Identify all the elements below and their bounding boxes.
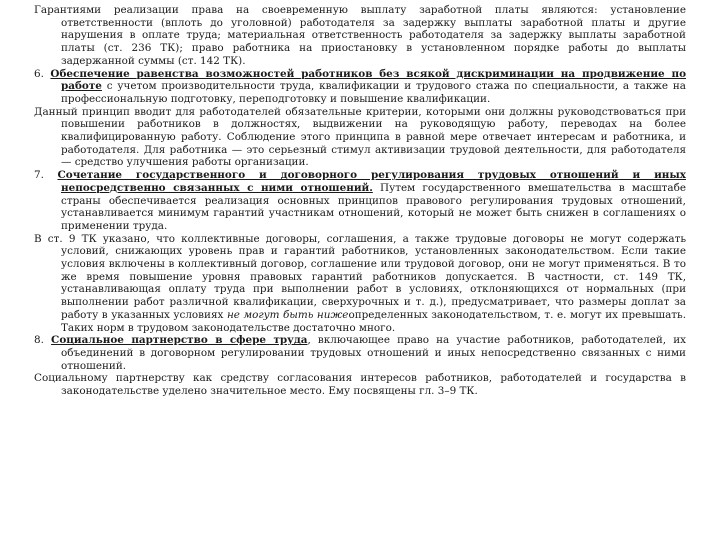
paragraph-article-9 bbox=[34, 233, 686, 335]
paragraph-text: Социальному партнерству как средству согласования интересов работников, работодателей и государства в законодательстве уделено значительное место. Ему посвящены гл. 3–9 ТК. bbox=[34, 372, 686, 398]
item-number: 7. bbox=[34, 169, 58, 182]
paragraph-text: Данный принцип вводит для работодателей обязательные критерии, которыми они должны руководствоваться при повышении работников в должностях, выдвижении на руководящую работу, переводах на более квалифицированную работу. Соблюдение этого принципа в равной мере отвечает интересам и работника, и работодателя. Для работника — это серьезный стимул активизации трудовой деятельности, для работодателя — средство улучшения работы организации. bbox=[34, 105, 686, 169]
paragraph-principle-6 bbox=[34, 68, 686, 106]
paragraph-text: с учетом производительности труда, квалификации и трудового стажа по специальности, а также на профессиональную подготовку, переподготовку и повышение квалификации. bbox=[61, 80, 686, 105]
item-number: 8. bbox=[34, 334, 52, 347]
principle-heading: Обеспечение равенства возможностей работников без всякой дискриминации на продвижение по работе bbox=[50, 67, 686, 93]
paragraph-social-partnership bbox=[34, 372, 686, 397]
item-number: 6. bbox=[34, 67, 51, 80]
paragraph-text: , включающее право на участие работников, работодателей, их объединений в договорном регулировании трудовых отношений и иных непосредственно связанных с ними отношений. bbox=[61, 334, 687, 372]
principle-heading: Социальное партнерство в сфере труда bbox=[51, 334, 308, 347]
paragraph-principle-8 bbox=[34, 334, 686, 372]
paragraph-text: В ст. 9 ТК указано, что коллективные договоры, соглашения, а также трудовые договоры не могут содержать условий, снижающих уровень прав и гарантий работников, установленных законодательством. Если такие условия включены в коллективный договор, соглашение или трудовой договор, они не могут применяться. В то же время повышение уровня правовых гарантий работников допускается. В частности, ст. 149 ТК, устанавливающая оплату труда при выполнении работ в условиях, отклоняющихся от нормальных (при выполнении работ различной квалификации, сверхурочных и т. д.), предусматривает, что размеры доплат за работу в указанных условиях bbox=[34, 232, 686, 321]
paragraph-wage-guarantees bbox=[34, 4, 686, 68]
paragraph-text: Гарантиями реализации права на своевременную выплату заработной платы являются: установление ответственности (вплоть до уголовной) работодателя за задержку выплаты заработной платы и другие нарушения в оплате труда; материальная ответственность работодателя за задержку выплаты заработной платы (ст. 236 ТК); право работника на приостановку в установленном порядке работы до выплаты задержанной суммы (ст. 142 ТК). bbox=[34, 4, 686, 67]
paragraph-text: определенных законодательством, т. е. могут их превышать. Таких норм в трудовом законодательстве достаточно много. bbox=[61, 308, 686, 334]
emphasis-text: не могут быть ниже bbox=[226, 308, 349, 321]
principle-heading: Сочетание государственного и договорного регулирования трудовых отношений и иных непосредственно связанных с ними отношений. bbox=[57, 169, 686, 194]
paragraph-text: Путем государственного вмешательства в масштабе страны обеспечивается реализация основных принципов правового регулирования трудовых отношений, устанавливается минимум гарантий участникам отношений, который не может быть снижен в соглашениях о применении труда. bbox=[61, 181, 686, 232]
paragraph-principle-6-explanation bbox=[34, 106, 686, 170]
paragraph-principle-7 bbox=[34, 169, 686, 233]
